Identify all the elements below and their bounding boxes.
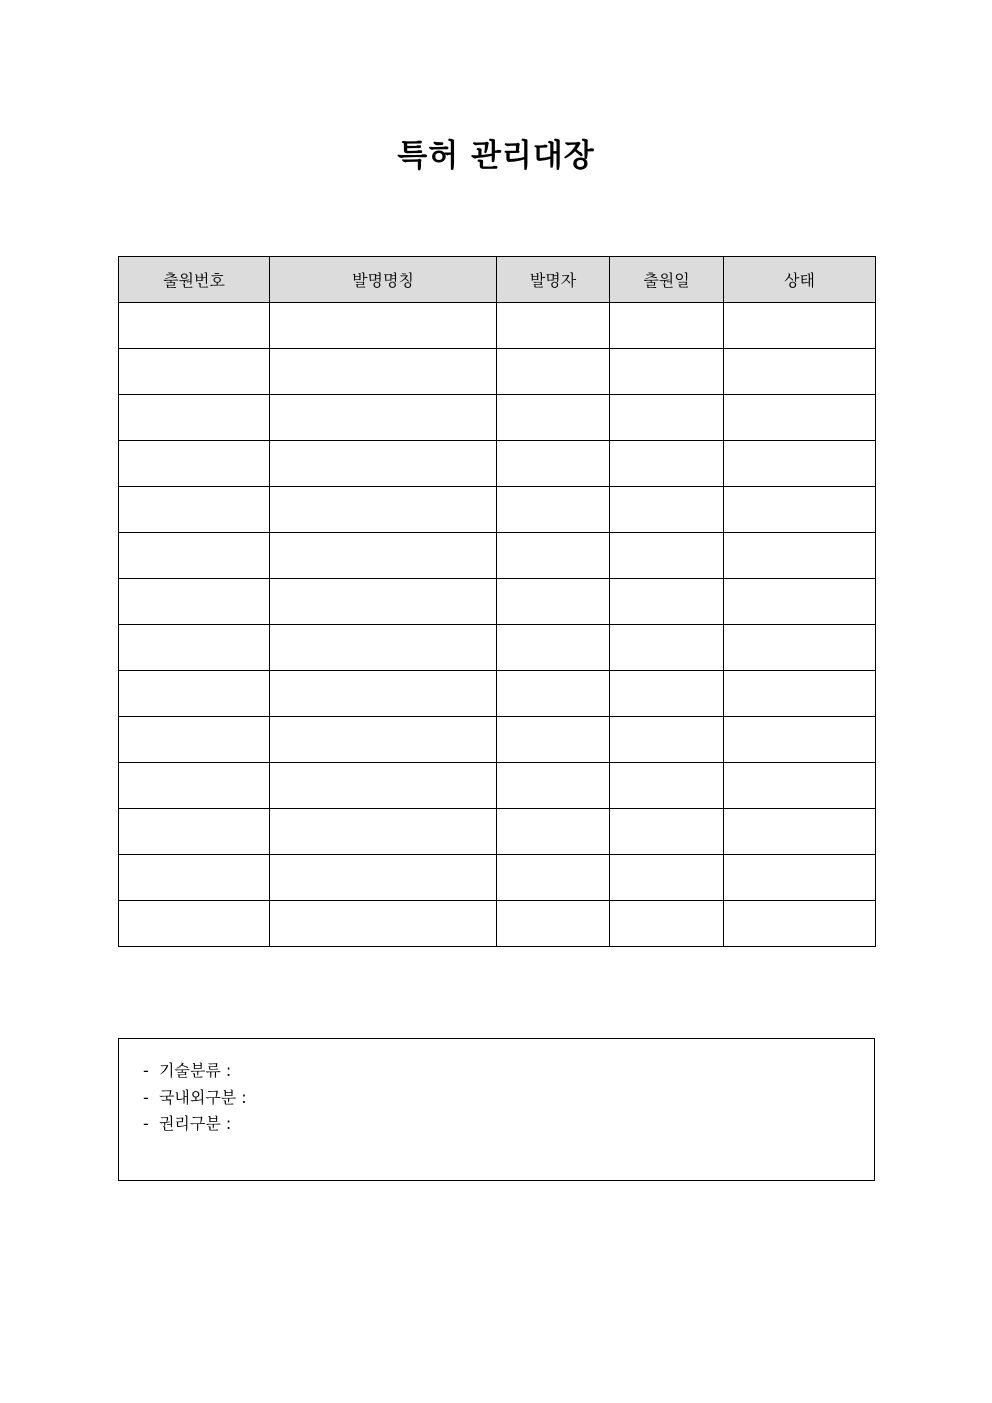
patent-register-table [118,256,876,947]
application-number-cell [119,303,270,349]
application-number-cell [119,395,270,441]
application-number-cell [119,671,270,717]
column-header-application-number: 출원번호 [119,257,270,303]
filing-date-cell [610,763,724,809]
column-header-status: 상태 [724,257,876,303]
status-cell [724,763,876,809]
inventor-cell [497,809,610,855]
invention-title-cell [270,671,497,717]
status-cell [724,303,876,349]
filing-date-cell [610,533,724,579]
status-cell [724,855,876,901]
invention-title-cell [270,625,497,671]
application-number-cell [119,579,270,625]
inventor-cell [497,395,610,441]
table-body [119,303,876,947]
inventor-cell [497,763,610,809]
table-row [119,441,876,487]
column-header-invention-title: 발명명칭 [270,257,497,303]
table-row [119,671,876,717]
table-row [119,303,876,349]
table-row [119,533,876,579]
inventor-cell [497,441,610,487]
application-number-cell [119,625,270,671]
application-number-cell [119,533,270,579]
inventor-cell [497,625,610,671]
inventor-cell [497,855,610,901]
note-technology-classification: - 기술분류 : [143,1061,232,1080]
filing-date-cell [610,671,724,717]
invention-title-cell [270,349,497,395]
filing-date-cell [610,855,724,901]
table-row [119,855,876,901]
invention-title-cell [270,855,497,901]
application-number-cell [119,487,270,533]
column-header-inventor: 발명자 [497,257,610,303]
status-cell [724,487,876,533]
application-number-cell [119,809,270,855]
table-row [119,349,876,395]
status-cell [724,809,876,855]
application-number-cell [119,441,270,487]
table-row [119,487,876,533]
invention-title-cell [270,441,497,487]
invention-title-cell [270,763,497,809]
invention-title-cell [270,533,497,579]
status-cell [724,441,876,487]
filing-date-cell [610,349,724,395]
application-number-cell [119,901,270,947]
status-cell [724,395,876,441]
invention-title-cell [270,809,497,855]
status-cell [724,901,876,947]
table-row [119,763,876,809]
application-number-cell [119,349,270,395]
status-cell [724,533,876,579]
status-cell [724,671,876,717]
inventor-cell [497,349,610,395]
invention-title-cell [270,395,497,441]
filing-date-cell [610,395,724,441]
invention-title-cell [270,901,497,947]
inventor-cell [497,717,610,763]
table-row [119,579,876,625]
note-rights-classification: - 권리구분 : [143,1114,232,1133]
table-row [119,901,876,947]
application-number-cell [119,763,270,809]
filing-date-cell [610,809,724,855]
filing-date-cell [610,579,724,625]
notes-box [118,1038,875,1181]
invention-title-cell [270,717,497,763]
status-cell [724,717,876,763]
inventor-cell [497,533,610,579]
application-number-cell [119,855,270,901]
inventor-cell [497,901,610,947]
status-cell [724,579,876,625]
column-header-filing-date: 출원일 [610,257,724,303]
filing-date-cell [610,717,724,763]
filing-date-cell [610,303,724,349]
invention-title-cell [270,487,497,533]
invention-title-cell [270,579,497,625]
status-cell [724,625,876,671]
filing-date-cell [610,487,724,533]
filing-date-cell [610,441,724,487]
table-row [119,717,876,763]
inventor-cell [497,579,610,625]
filing-date-cell [610,901,724,947]
inventor-cell [497,303,610,349]
note-domestic-foreign: - 국내외구분 : [143,1087,247,1107]
inventor-cell [497,487,610,533]
table-row [119,625,876,671]
inventor-cell [497,671,610,717]
page-title: 특허 관리대장 [397,138,595,174]
filing-date-cell [610,625,724,671]
status-cell [724,349,876,395]
application-number-cell [119,717,270,763]
table-header-row [119,257,876,303]
table-row [119,809,876,855]
table-row [119,395,876,441]
invention-title-cell [270,303,497,349]
